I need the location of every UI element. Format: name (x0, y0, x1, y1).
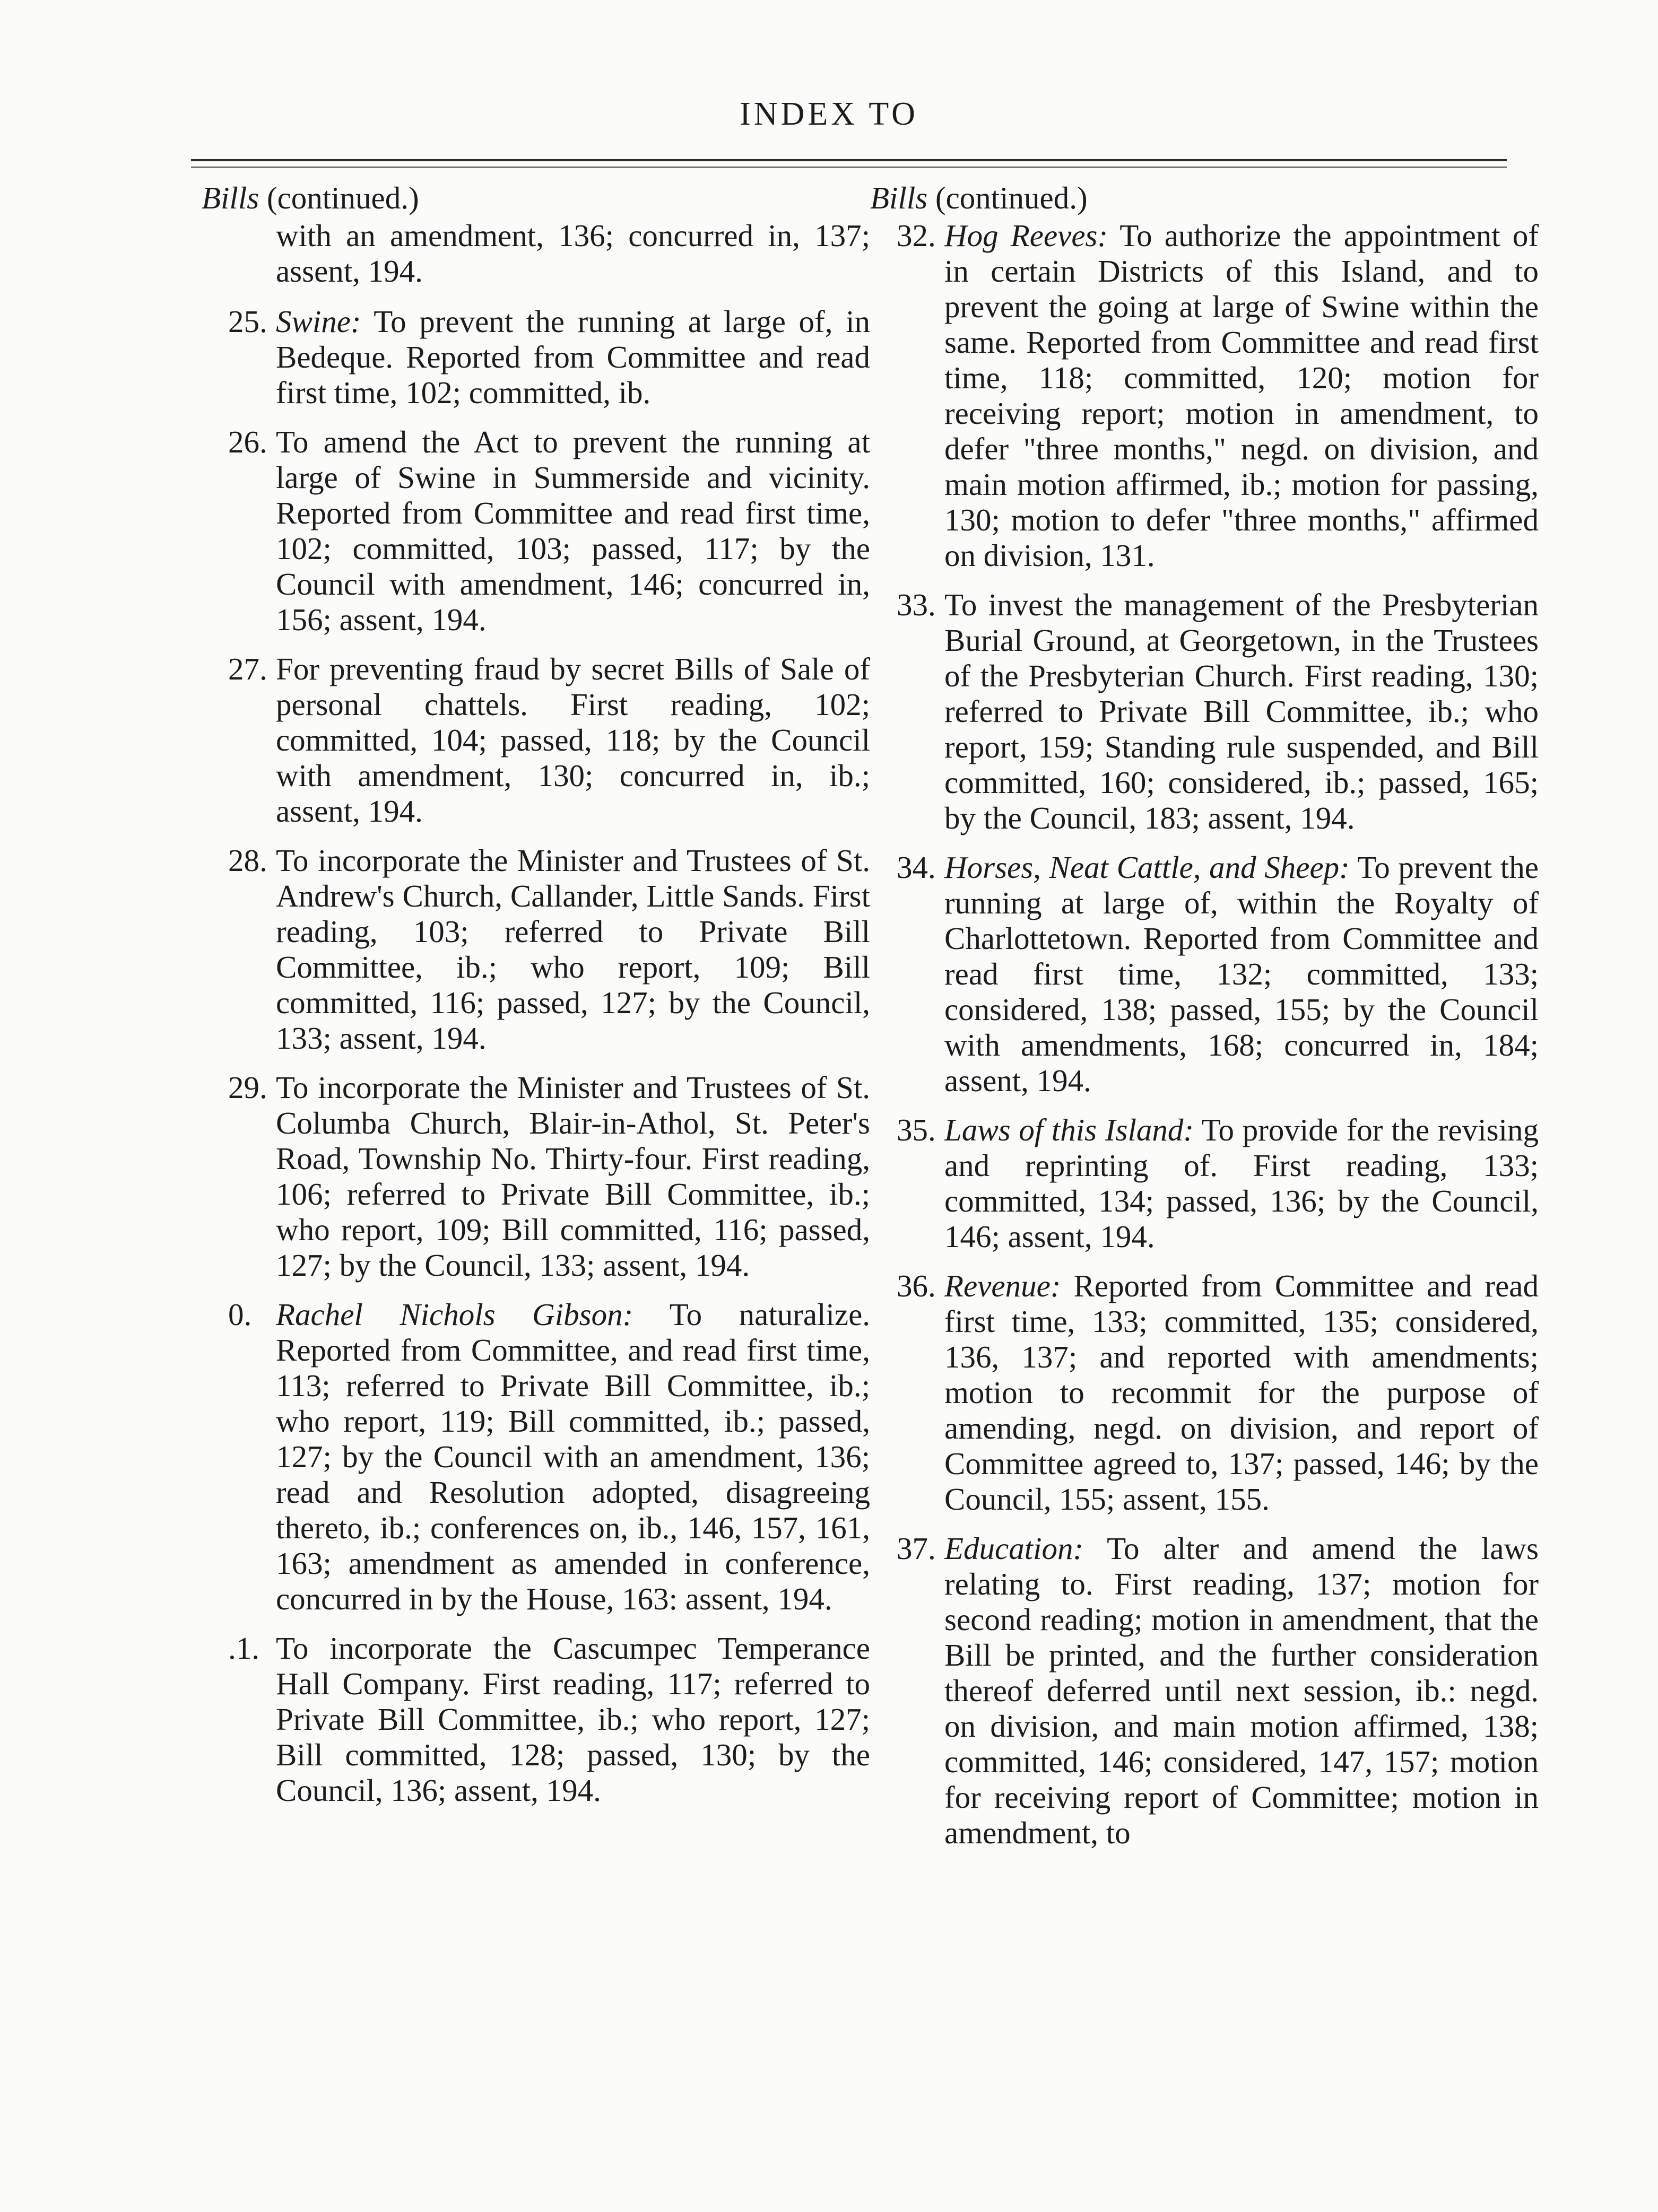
entry-text: To authorize the appointment of in certain Districts of this Island, and to prevent the going at large of Swine within the same. Reported from Committee and read first time, 118; committed, 120; motion for receiving report; motion in amendment, to defer "three months," negd. on division, and main motion affirmed, ib.; motion for passing, 130; motion to defer "three months," affirmed on division, 131. (944, 218, 1539, 573)
entry-text: For preventing fraud by secret Bills of Sale of personal chattels. First reading, 102; committed, 104; passed, 118; by the Council with amendment, 130; concurred in, ib.; assent, 194. (276, 651, 870, 829)
entry-text: To alter and amend the laws relating to. First reading, 137; motion for second reading; motion in amendment, that the Bill be printed, and the further consideration thereof deferred until next session, ib.: negd. on division, and main motion affirmed, 138; committed, 146; considered, 147, 157; motion for receiving report of Committee; motion in amendment, to (944, 1531, 1539, 1850)
entry-text: To incorporate the Minister and Trustees of St. Columba Church, Blair-in-Athol, St. Peter's Road, Township No. Thirty-four. First reading, 106; referred to Private Bill Committee, ib.; who report, 109; Bill committed, 116; passed, 127; by the Council, 133; assent, 194. (276, 1070, 870, 1283)
index-entry (202, 424, 870, 638)
continued-note: (continued.) (935, 180, 1088, 215)
entry-number: 32. (897, 218, 936, 253)
header-rule-thin (191, 167, 1507, 168)
entry-number: 25. (228, 304, 267, 339)
entry-number: 27. (228, 651, 267, 686)
continued-heading (870, 180, 1539, 216)
index-entry (870, 587, 1539, 836)
entry-text: To incorporate the Cascumpec Temperance Hall Company. First reading, 117; referred to Private Bill Committee, ib.; who report, 127; Bill committed, 128; passed, 130; by the Council, 136; assent, 194. (276, 1631, 870, 1808)
entry-subject: Horses, Neat Cattle, and Sheep: (944, 850, 1350, 885)
header-rule (191, 159, 1507, 161)
entry-text: To prevent the running at large of, in Bedeque. Reported from Committee and read first time, 102; committed, ib. (276, 304, 871, 410)
index-entry (870, 218, 1539, 573)
entry-text: Reported from Committee and read first time, 133; committed, 135; considered, 136, 137; and reported with amendments; motion to recommit for the purpose of amending, negd. on division, and report of Committee agreed to, 137; passed, 146; by the Council, 155; assent, 155. (944, 1268, 1539, 1517)
entry-number: 37. (897, 1531, 936, 1566)
entry-subject: Hog Reeves: (944, 218, 1108, 253)
left-column (202, 180, 870, 1822)
index-entry (870, 1112, 1539, 1255)
continued-subject: Bills (870, 180, 928, 215)
index-entry (202, 304, 870, 411)
entry-text: To prevent the running at large of, within the Royalty of Charlottetown. Reported from Committee and read first time, 132; committed, 133; considered, 138; passed, 155; by the Council with amendments, 168; concurred in, 184; assent, 194. (944, 850, 1539, 1098)
entry-text: To incorporate the Minister and Trustees of St. Andrew's Church, Callander, Little Sands. First reading, 103; referred to Private Bill Committee, ib.; who report, 109; Bill committed, 116; passed, 127; by the Council, 133; assent, 194. (276, 843, 870, 1056)
entry-number: 26. (228, 424, 267, 459)
entry-number: .1. (228, 1631, 259, 1666)
entry-number: 0. (228, 1297, 252, 1332)
entry-subject: Laws of this Island: (944, 1112, 1194, 1147)
entry-number: 36. (897, 1268, 936, 1303)
index-entry (870, 1268, 1539, 1517)
index-entry (202, 843, 870, 1056)
entry-text: To amend the Act to prevent the running at large of Swine in Summerside and vicinity. Reported from Committee and read first time, 102; committed, 103; passed, 117; by the Council with amendment, 146; concurred in, 156; assent, 194. (276, 424, 870, 637)
continued-subject: Bills (202, 180, 259, 215)
entry-number: 33. (897, 587, 936, 622)
right-column (870, 180, 1539, 1865)
entry-subject: Swine: (276, 304, 361, 339)
entry-number: 35. (897, 1112, 936, 1147)
entry-number: 34. (897, 850, 936, 885)
entry-text: To invest the management of the Presbyterian Burial Ground, at Georgetown, in the Trustees of the Presbyterian Church. First reading, 130; referred to Private Bill Committee, ib.; who report, 159; Standing rule suspended, and Bill committed, 160; considered, ib.; passed, 165; by the Council, 183; assent, 194. (944, 587, 1539, 835)
index-entry (870, 1531, 1539, 1851)
entry-subject: Revenue: (944, 1268, 1061, 1303)
entry-subject: Rachel Nichols Gibson: (276, 1297, 633, 1332)
entry-number: 28. (228, 843, 267, 878)
entry-subject: Education: (944, 1531, 1084, 1566)
index-entry (202, 1070, 870, 1283)
index-entry (202, 1297, 870, 1617)
continued-note: (continued.) (266, 180, 419, 215)
index-entry (202, 1631, 870, 1808)
continued-heading (202, 180, 870, 216)
index-entry (870, 850, 1539, 1099)
entry-text: To provide for the revising and reprinting of. First reading, 133; committed, 134; passed, 136; by the Council, 146; assent, 194. (944, 1112, 1539, 1254)
running-header: INDEX TO (740, 96, 918, 132)
entry-number: 29. (228, 1070, 267, 1105)
entry-text: To naturalize. Reported from Committee, and read first time, 113; referred to Private Bill Committee, ib.; who report, 119; Bill committed, ib.; passed, 127; by the Council with an amendment, 136; read and Resolution adopted, disagreeing thereto, ib.; conferences on, ib., 146, 157, 161, 163; amendment as amended in conference, concurred in by the House, 163: assent, 194. (276, 1297, 871, 1616)
continued-text: with an amendment, 136; concurred in, 137; assent, 194. (276, 218, 870, 289)
index-entry (202, 651, 870, 829)
